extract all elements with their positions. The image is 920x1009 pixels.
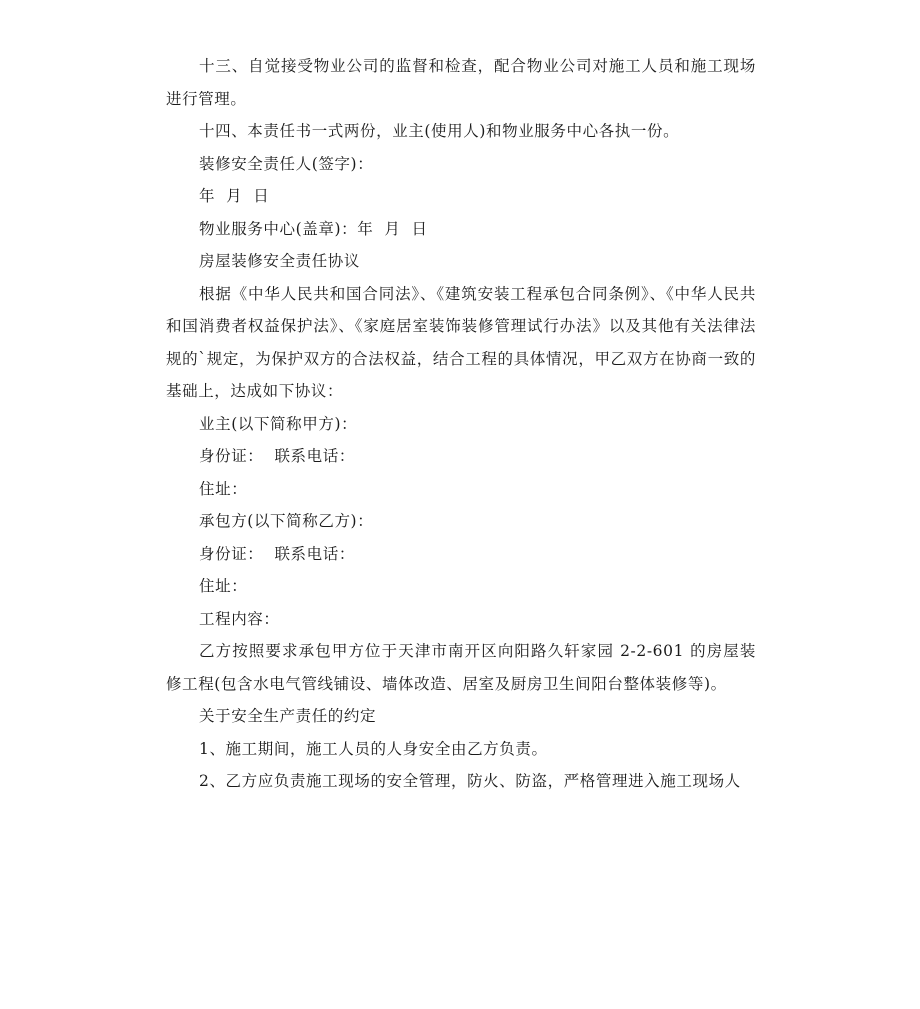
paragraph-legal-basis: 根据《中华人民共和国合同法》、《建筑安装工程承包合同条例》、《中华人民共和国消费者权益保护法》、《家庭居室装饰装修管理试行办法》以及其他有关法律法规的`规定，为保护双方的合法权益，结合工程的具体情况，甲乙双方在协商一致的基础上，达成如下协议： [166, 284, 756, 400]
date-line: 年 月 日 [199, 187, 270, 205]
party-a-address: 住址： [199, 479, 248, 498]
safety-responsibility-heading: 关于安全生产责任的约定 [199, 707, 377, 725]
agreement-title: 房屋装修安全责任协议 [199, 252, 361, 270]
party-b-label: 承包方(以下简称乙方)： [199, 512, 374, 530]
paragraph-clause-14: 十四、本责任书一式两份，业主(使用人)和物业服务中心各执一份。 [199, 122, 680, 140]
paragraph-project-description: 乙方按照要求承包甲方位于天津市南开区向阳路久轩家园 2-2-601 的房屋装修工程(包含水电气管线铺设、墙体改造、居室及厨房卫生间阳台整体装修等)。 [166, 642, 756, 693]
paragraph-item-1: 1、施工期间，施工人员的人身安全由乙方负责。 [199, 739, 548, 758]
project-content-label: 工程内容： [199, 609, 280, 628]
signature-line-property-center: 物业服务中心(盖章)：年 月 日 [199, 219, 428, 238]
party-b-address: 住址： [199, 577, 248, 595]
party-a-id-phone: 身份证： 联系电话： [199, 447, 355, 465]
paragraph-clause-13: 十三、自觉接受物业公司的监督和检查，配合物业公司对施工人员和施工现场进行管理。 [166, 57, 756, 108]
document-body [166, 50, 756, 798]
party-b-id-phone: 身份证： 联系电话： [199, 544, 355, 563]
paragraph-item-2: 2、乙方应负责施工现场的安全管理，防火、防盗，严格管理进入施工现场人 [199, 772, 741, 790]
party-a-label: 业主(以下简称甲方)： [199, 414, 358, 433]
signature-line-decorator: 装修安全责任人(签字)： [199, 154, 374, 173]
